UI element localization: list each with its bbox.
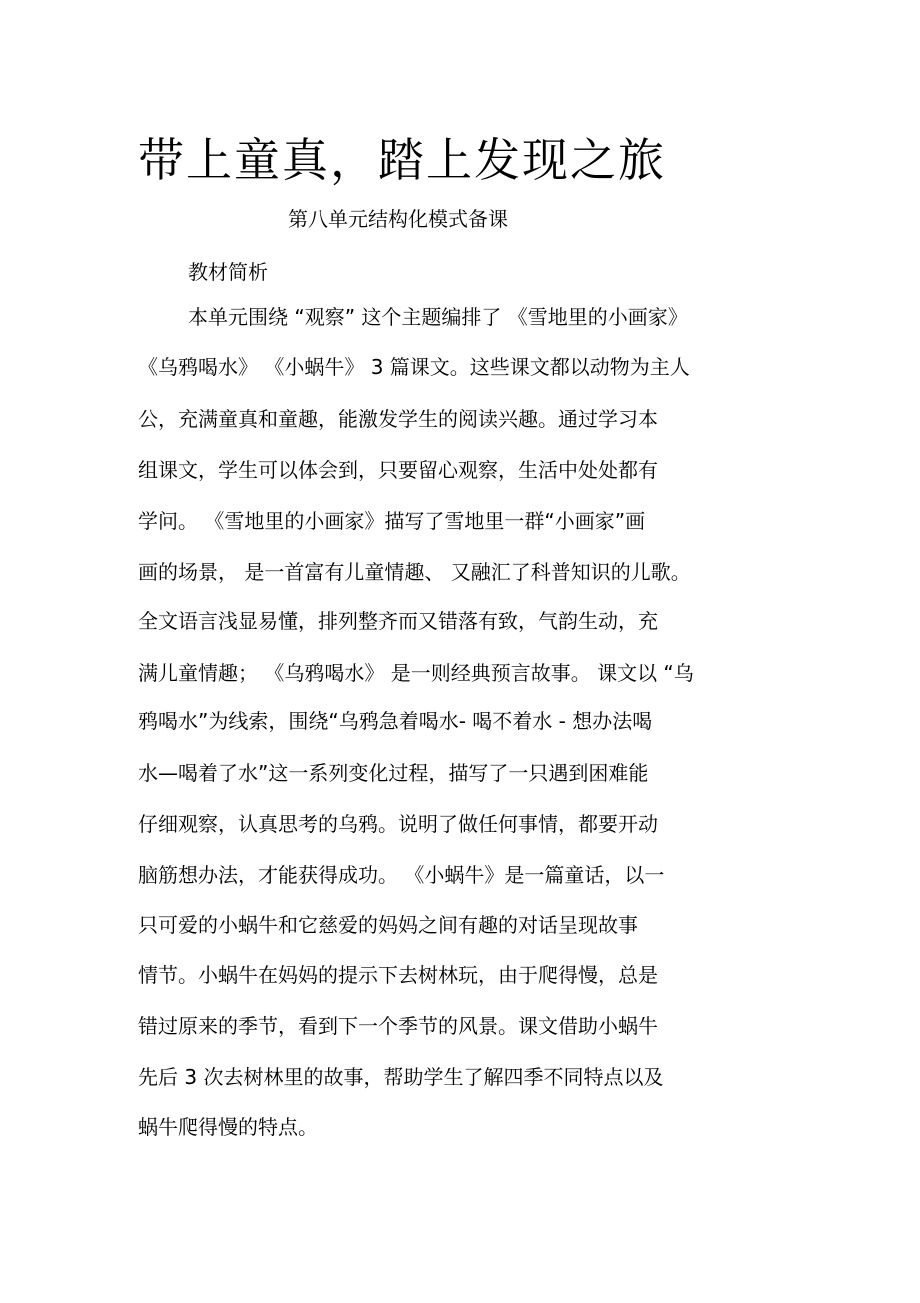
document-subtitle: 第八单元结构化模式备课 [288,207,508,231]
paragraph-line: 本单元围绕 “观察” 这个主题编排了 《雪地里的小画家》 [188,305,688,329]
paragraph-line: 只可爱的小蜗牛和它慈爱的妈妈之间有趣的对话呈现故事 [138,913,638,937]
paragraph-line: 满儿童情趣； 《乌鸦喝水》 是一则经典预言故事。 课文以 “乌 [138,661,694,685]
paragraph-line: 错过原来的季节，看到下一个季节的风景。课文借助小蜗牛 [138,1014,658,1038]
paragraph-line: 组课文，学生可以体会到，只要留心观察，生活中处处都有 [138,458,658,482]
paragraph-line: 全文语言浅显易懂，排列整齐而又错落有致，气韵生动，充 [138,609,658,633]
paragraph-line: 《乌鸦喝水》 《小蜗牛》 3 篇课文。这些课文都以动物为主人 [138,355,690,379]
paragraph-line: 鸦喝水”为线索，围绕“乌鸦急着喝水- 喝不着水 - 想办法喝 [138,709,653,733]
paragraph-line: 水—喝着了水”这一系列变化过程，描写了一只遇到困难能 [138,761,649,785]
paragraph-line: 脑筋想办法，才能获得成功。 《小蜗牛》是一篇童话，以一 [138,863,665,887]
document-title: 带上童真，踏上发现之旅 [138,133,666,187]
paragraph-line: 情节。小蜗牛在妈妈的提示下去树林玩，由于爬得慢，总是 [138,963,658,987]
section-heading: 教材简析 [188,260,268,284]
paragraph-line: 仔细观察，认真思考的乌鸦。说明了做任何事情，都要开动 [138,812,658,836]
paragraph-line: 学问。 《雪地里的小画家》描写了雪地里一群“小画家”画 [138,509,646,533]
paragraph-line: 先后 3 次去树林里的故事，帮助学生了解四季不同特点以及 [138,1065,664,1089]
paragraph-line: 蜗牛爬得慢的特点。 [138,1115,318,1139]
paragraph-line: 画的场景， 是一首富有儿童情趣、 又融汇了科普知识的儿歌。 [138,560,691,584]
paragraph-line: 公，充满童真和童趣，能激发学生的阅读兴趣。通过学习本 [138,407,658,431]
